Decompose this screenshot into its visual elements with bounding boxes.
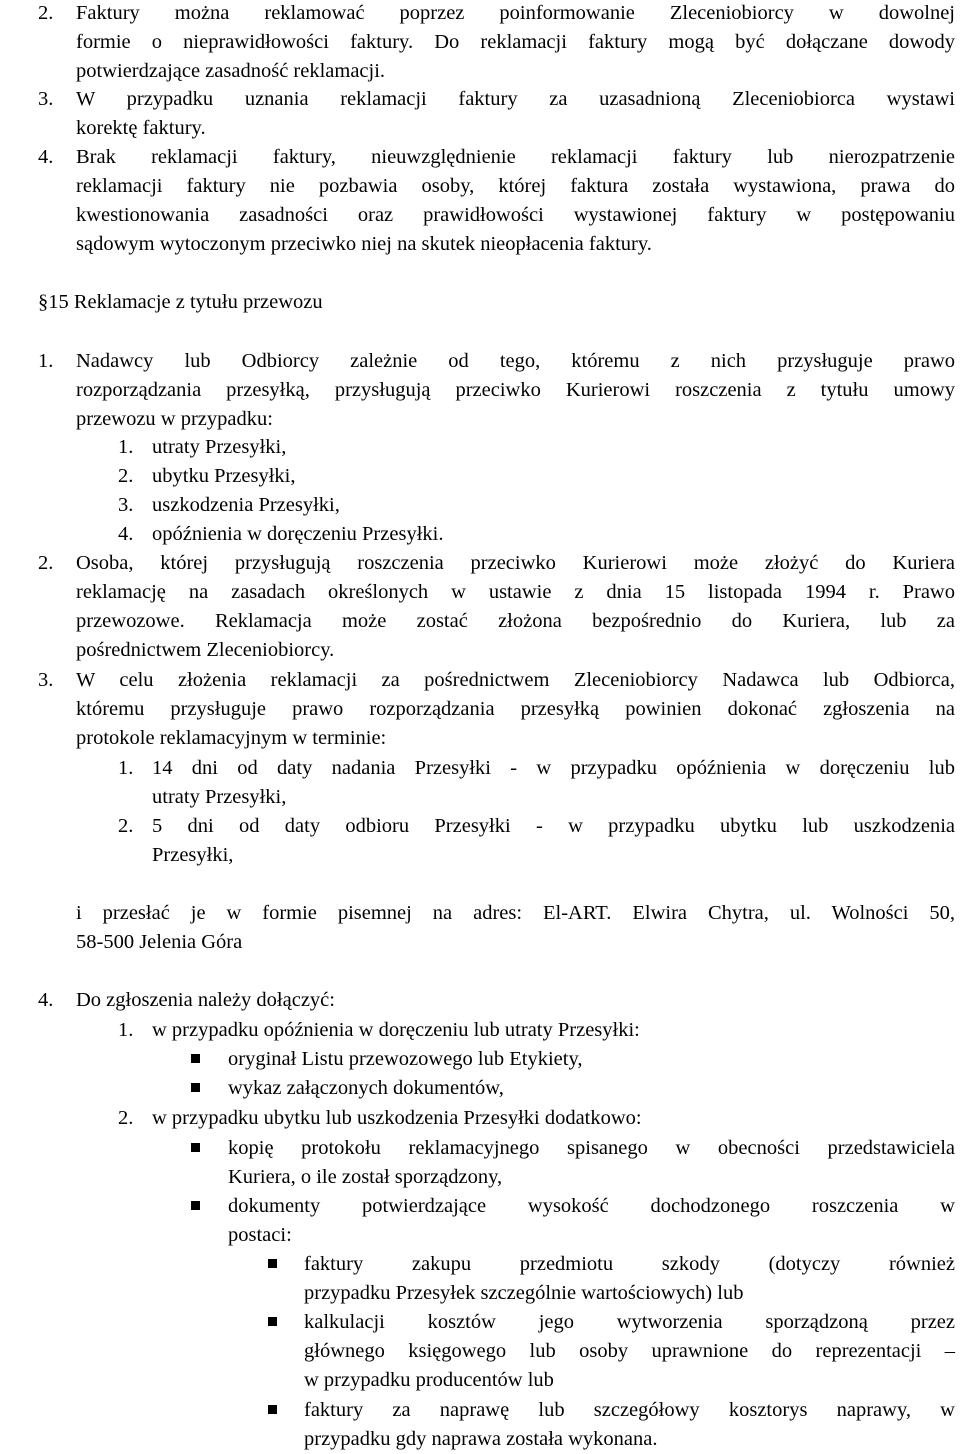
item-text-line: kwestionowania zasadności oraz prawidłowości wystawionej faktury w postępowaniu [76,204,955,226]
sub-item-number: 4. [118,523,134,545]
item-number: 3. [38,88,54,110]
paragraph-number: 1. [38,350,54,372]
sub-bullet-text-line: głównego księgowego lub osoby uprawnione do reprezentacji – [304,1340,955,1362]
paragraph-number: 3. [38,669,54,691]
section-heading: §15 Reklamacje z tytułu przewozu [38,291,323,313]
square-bullet-icon [191,1143,200,1152]
sub-bullet-text-line: faktury za naprawę lub szczegółowy kosztorys naprawy, w [304,1399,955,1421]
paragraph-number: 2. [38,552,54,574]
address-line: i przesłać je w formie pisemnej na adres: El-ART. Elwira Chytra, ul. Wolności 50, [76,902,955,924]
sub-item-text-line: utraty Przesyłki, [152,786,287,808]
paragraph-number: 4. [38,989,54,1011]
item-text-line: formie o nieprawidłowości faktury. Do reklamacji faktury mogą być dołączane dowody [76,31,955,53]
bullet-text-line: Kuriera, o ile został sporządzony, [228,1166,503,1188]
item-text-line: korektę faktury. [76,117,206,139]
item-text-line: reklamacji faktury nie pozbawia osoby, której faktura została wystawiona, prawa do [76,175,955,197]
paragraph-text-line: przewozowe. Reklamacja może zostać złożona bezpośrednio do Kuriera, lub za [76,610,955,632]
sub-item-text-line: 14 dni od daty nadania Przesyłki - w przypadku opóźnienia w doręczeniu lub [152,757,955,779]
square-bullet-icon [268,1259,277,1268]
square-bullet-icon [268,1405,277,1414]
sub-item-text: uszkodzenia Przesyłki, [152,494,340,516]
sub-bullet-text-line: kalkulacji kosztów jego wytworzenia sporządzoną przez [304,1311,955,1333]
sub-item-text-line: 5 dni od daty odbioru Przesyłki - w przypadku ubytku lub uszkodzenia [152,815,955,837]
paragraph-text-line: W celu złożenia reklamacji za pośrednictwem Zleceniobiorcy Nadawca lub Odbiorca, [76,669,955,691]
square-bullet-icon [191,1201,200,1210]
item-text-line: potwierdzające zasadność reklamacji. [76,60,386,82]
bullet-text-line: wykaz załączonych dokumentów, [228,1077,504,1099]
square-bullet-icon [191,1054,200,1063]
bullet-text-line: dokumenty potwierdzające wysokość dochodzonego roszczenia w [228,1195,955,1217]
address-line: 58-500 Jelenia Góra [76,931,243,953]
item-number: 2. [38,2,54,24]
sub-item-text: utraty Przesyłki, [152,436,287,458]
sub-item-number: 1. [118,436,134,458]
bullet-text-line: postaci: [228,1224,292,1246]
sub-bullet-text-line: przypadku gdy naprawa została wykonana. [304,1428,658,1450]
item-text-line: sądowym wytoczonym przeciwko niej na skutek nieopłacenia faktury. [76,233,652,255]
sub-item-text: opóźnienia w doręczeniu Przesyłki. [152,523,444,545]
item-number: 4. [38,146,54,168]
bullet-text-line: kopię protokołu reklamacyjnego spisanego w obecności przedstawiciela [228,1137,955,1159]
item-text-line: Brak reklamacji faktury, nieuwzględnienie reklamacji faktury lub nierozpatrzenie [76,146,955,168]
sub-bullet-text-line: faktury zakupu przedmiotu szkody (dotyczy również [304,1253,955,1275]
sub-item-number: 2. [118,465,134,487]
sub-item-text: w przypadku ubytku lub uszkodzenia Przesyłki dodatkowo: [152,1107,642,1129]
paragraph-text-line: przewozu w przypadku: [76,408,273,430]
sub-item-number: 3. [118,494,134,516]
paragraph-text-line: protokole reklamacyjnym w terminie: [76,727,387,749]
paragraph-text-line: któremu przysługuje prawo rozporządzania przesyłką powinien dokonać zgłoszenia na [76,698,955,720]
sub-item-text-line: Przesyłki, [152,844,234,866]
item-text-line: W przypadku uznania reklamacji faktury za uzasadnioną Zleceniobiorca wystawi [76,88,955,110]
paragraph-text-line: pośrednictwem Zleceniobiorcy. [76,639,335,661]
sub-item-number: 2. [118,1107,134,1129]
paragraph-text-line: reklamację na zasadach określonych w ustawie z dnia 15 listopada 1994 r. Prawo [76,581,955,603]
sub-bullet-text-line: przypadku Przesyłek szczególnie wartościowych) lub [304,1282,744,1304]
sub-bullet-text-line: w przypadku producentów lub [304,1369,554,1391]
square-bullet-icon [268,1317,277,1326]
item-text-line: Faktury można reklamować poprzez poinformowanie Zleceniobiorcy w dowolnej [76,2,955,24]
bullet-text-line: oryginał Listu przewozowego lub Etykiety, [228,1048,583,1070]
sub-item-number: 1. [118,1019,134,1041]
sub-item-text: w przypadku opóźnienia w doręczeniu lub utraty Przesyłki: [152,1019,640,1041]
sub-item-text: ubytku Przesyłki, [152,465,296,487]
square-bullet-icon [191,1083,200,1092]
sub-item-number: 1. [118,757,134,779]
paragraph-text-line: rozporządzania przesyłką, przysługują przeciwko Kurierowi roszczenia z tytułu umowy [76,379,955,401]
paragraph-text-line: Osoba, której przysługują roszczenia przeciwko Kurierowi może złożyć do Kuriera [76,552,955,574]
paragraph-text-line: Do zgłoszenia należy dołączyć: [76,989,335,1011]
paragraph-text-line: Nadawcy lub Odbiorcy zależnie od tego, któremu z nich przysługuje prawo [76,350,955,372]
sub-item-number: 2. [118,815,134,837]
